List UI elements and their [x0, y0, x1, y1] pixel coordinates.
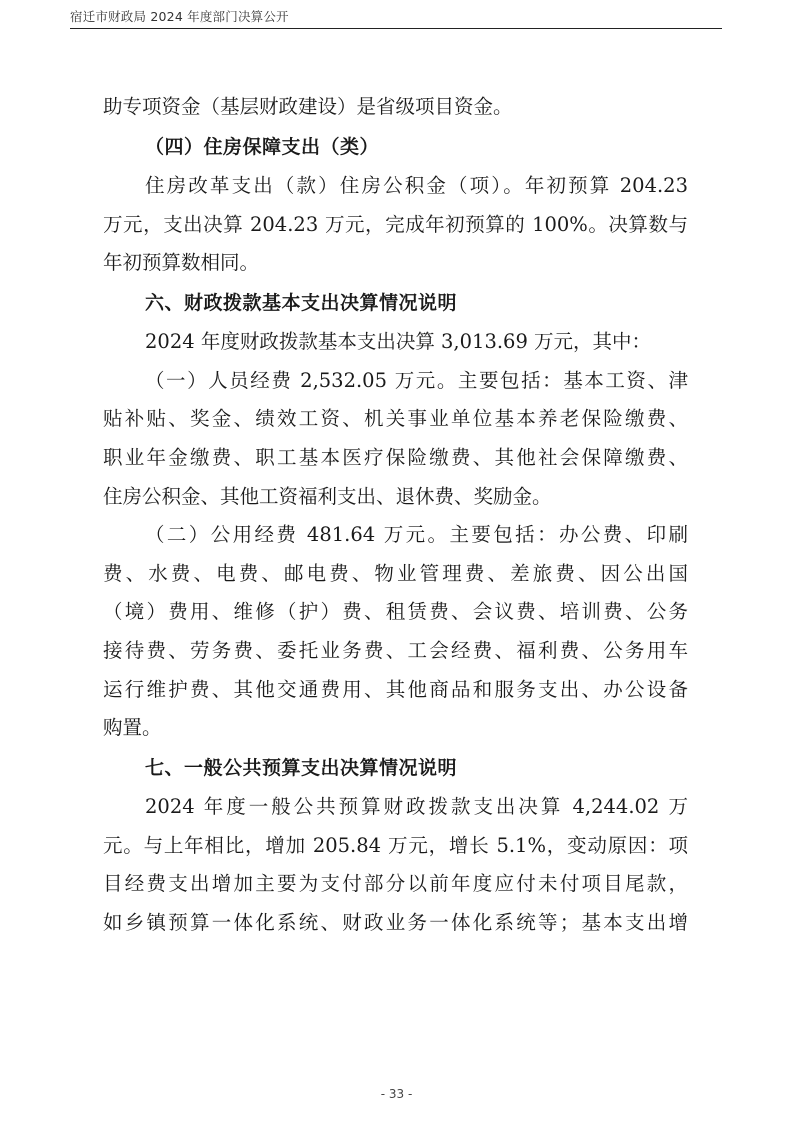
paragraph-line: 万元，支出决算 204.23 万元，完成年初预算的 100%。决算数与: [103, 212, 688, 236]
paragraph-line: 目经费支出增加主要为支付部分以前年度应付未付项目尾款，: [103, 872, 688, 896]
document-body: [103, 88, 688, 942]
page-header: [70, 8, 722, 29]
paragraph-line: 如乡镇预算一体化系统、财政业务一体化系统等；基本支出增: [103, 910, 688, 934]
paragraph-line: 元。与上年相比，增加 205.84 万元，增长 5.1%，变动原因：项: [103, 833, 688, 857]
section-heading: （四）住房保障支出（类）: [145, 135, 380, 158]
page-footer: [0, 1087, 793, 1101]
paragraph-line: 贴补贴、奖金、绩效工资、机关事业单位基本养老保险缴费、: [103, 407, 688, 431]
paragraph-line: 2024 年度一般公共预算财政拨款支出决算 4,244.02 万: [145, 795, 688, 819]
section-heading: 七、一般公共预算支出决算情况说明: [145, 756, 458, 779]
paragraph-line: 接待费、劳务费、委托业务费、工会经费、福利费、公务用车: [103, 638, 688, 662]
paragraph-line: 2024 年度财政拨款基本支出决算 3,013.69 万元，其中：: [145, 330, 652, 354]
paragraph-line: 年初预算数相同。: [103, 251, 260, 275]
page-number: - 33 -: [380, 1087, 413, 1101]
paragraph-line: （境）费用、维修（护）费、租赁费、会议费、培训费、公务: [103, 600, 688, 624]
paragraph-line: 住房改革支出（款）住房公积金（项）。年初预算 204.23: [145, 173, 688, 197]
header-title: 宿迁市财政局 2024 年度部门决算公开: [70, 9, 289, 24]
paragraph-line: 运行维护费、其他交通费用、其他商品和服务支出、办公设备: [103, 677, 688, 701]
paragraph-line: 职业年金缴费、职工基本医疗保险缴费、其他社会保障缴费、: [103, 445, 688, 469]
paragraph-line: 住房公积金、其他工资福利支出、退休费、奖励金。: [103, 484, 552, 508]
paragraph-line: 购置。: [103, 716, 162, 740]
paragraph-line: 助专项资金（基层财政建设）是省级项目资金。: [103, 95, 513, 118]
paragraph-line: 费、水费、电费、邮电费、物业管理费、差旅费、因公出国: [103, 561, 688, 585]
paragraph-line: （一）人员经费 2,532.05 万元。主要包括：基本工资、津: [145, 368, 688, 392]
section-heading: 六、财政拨款基本支出决算情况说明: [145, 291, 458, 314]
paragraph-line: （二）公用经费 481.64 万元。主要包括：办公费、印刷: [145, 523, 688, 547]
